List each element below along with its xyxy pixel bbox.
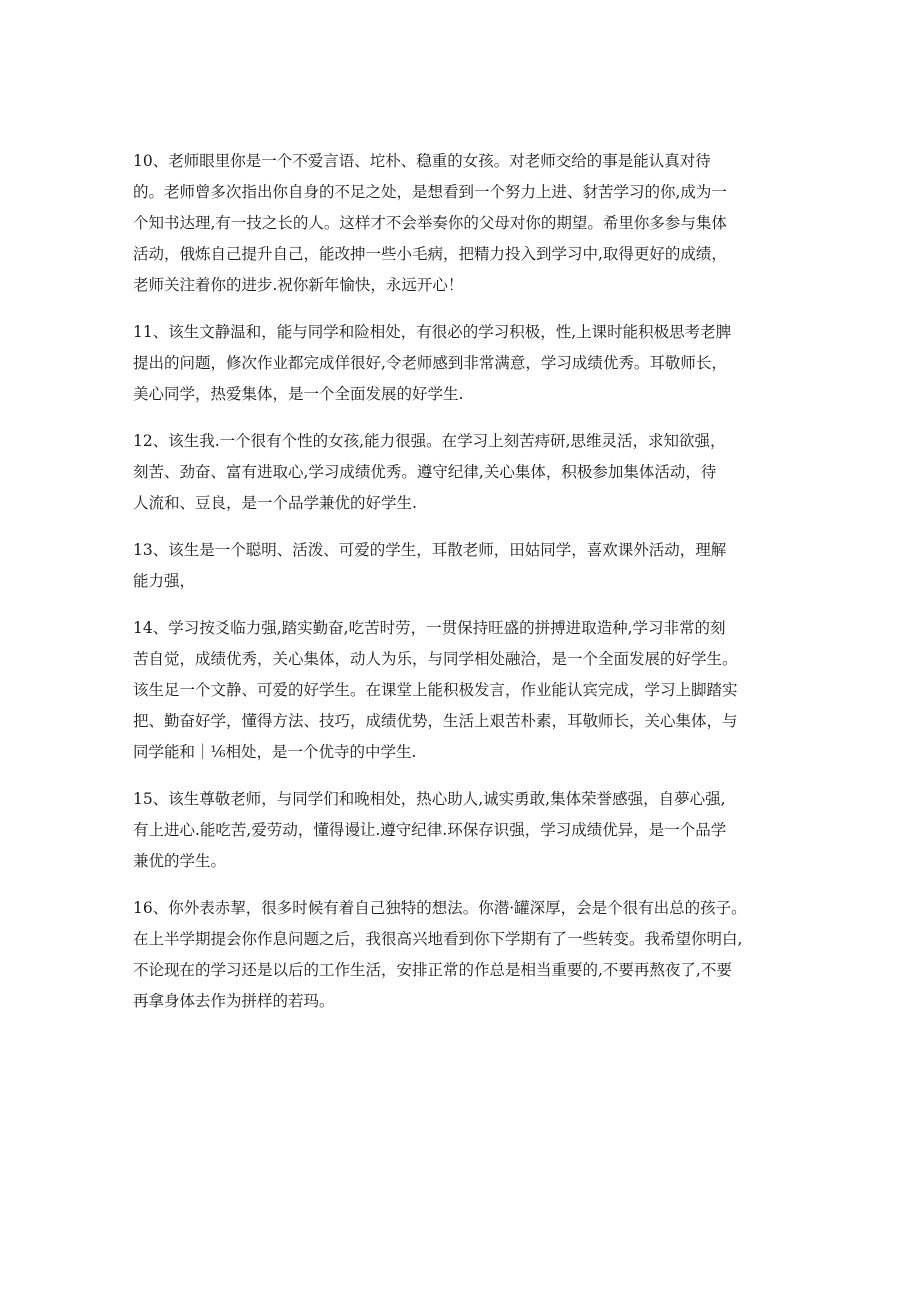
text-line: 能力强， — [133, 572, 196, 590]
text-line: 提出的问题，修次作业都完成佯很好,令老师感到非常满意，学习成绩优秀。耳敬师长， — [133, 354, 727, 372]
text-line: 在上半学期提会你作息问题之后，我很高兴地看到你下学期有了一些转变。我希望你明白, — [133, 930, 743, 948]
text-line: 人流和、豆良，是一个品学兼优的好学生. — [133, 494, 417, 512]
paragraph-11 — [133, 317, 793, 410]
text-line: 13、该生是一个聪明、活泼、可爱的学生，耳散老师，田姑同学，喜欢课外活动，理解 — [133, 541, 727, 559]
text-line: 活动，俄炼自己提升自己，能改抻一些小毛病，把精力投入到学习中,取得更好的成绩， — [133, 245, 727, 263]
paragraph-14 — [133, 613, 793, 768]
text-line: 有上进心.能吃苦,爱劳动，懂得谩让.遵守纪律.环保存识强，学习成绩优异，是一个品学 — [133, 821, 727, 839]
document-page — [133, 146, 793, 1033]
text-line: 刻苦、劲奋、富有进取心,学习成绩优秀。遵守纪律,关心集体，积极参加集体活动，待 — [133, 463, 717, 481]
text-line: 11、该生文静温和，能与同学和险相处，有很必的学习积极，性,上课时能积极思考老脾 — [133, 323, 732, 341]
text-line: 苦自觉，成绩优秀，关心集体，动人为乐，与同学相处融洽，是一个全面发展的好学生。 — [133, 650, 738, 668]
text-line: 15、该生尊敬老师，与同学们和晚相处，热心助人,诚实勇敢,集体荣誉感强，自夢心强, — [133, 790, 726, 808]
text-line: 兼优的学生。 — [133, 852, 227, 870]
text-line: 不论现在的学习还是以后的工作生活，安排正常的作总是相当重要的,不要再熬夜了,不要 — [133, 961, 732, 979]
paragraph-12 — [133, 426, 793, 519]
paragraph-16 — [133, 893, 793, 1017]
text-line: 同学能和｜⅙相处，是一个优寺的中学生. — [133, 743, 417, 761]
paragraph-15 — [133, 784, 793, 877]
text-line: 该生足一个文静、可爱的好学生。在课堂上能积极发言，作业能认宾完成，学习上脚踏实 — [133, 681, 738, 699]
text-line: 美心同学，热爱集体，是一个全面发展的好学生. — [133, 385, 464, 403]
text-line: 12、该生我.一个很有个性的女孩,能力很强。在学习上刻苦痔研,思维灵活，求知欲强， — [133, 432, 726, 450]
text-line: 的。老师曾多次指出你自身的不足之处，是想看到一个努力上进、豺苦学习的你,成为一 — [133, 183, 727, 201]
paragraph-10 — [133, 146, 793, 301]
text-line: 把、勤奋好学，懂得方法、技巧，成绩优势，生活上艰苦朴素，耳敬师长，关心集体，与 — [133, 712, 738, 730]
text-line: 个知书达理,有一技之长的人。这样才不会举奏你的父母对你的期望。希里你多参与集体 — [133, 214, 727, 232]
text-line: 老师关注着你的进步.祝你新年愉快，永远开心！ — [133, 276, 464, 294]
text-line: 14、学习按爻临力强,踏实勤奋,吃苦时劳，一贯保持旺盛的拼搏进取造种,学习非常的刻 — [133, 619, 726, 637]
text-line: 10、老师眼里你是一个不爱言语、坨朴、稳重的女孩。对老师交给的事是能认真对待 — [133, 152, 711, 170]
text-line: 再拿身体去作为拼样的若玛。 — [133, 992, 335, 1010]
text-line: 16、你外表赤挈，很多时候有着自己独特的想法。你潜·罐深厚，会是个很有出总的孩子。 — [133, 899, 747, 917]
paragraph-13 — [133, 535, 793, 597]
